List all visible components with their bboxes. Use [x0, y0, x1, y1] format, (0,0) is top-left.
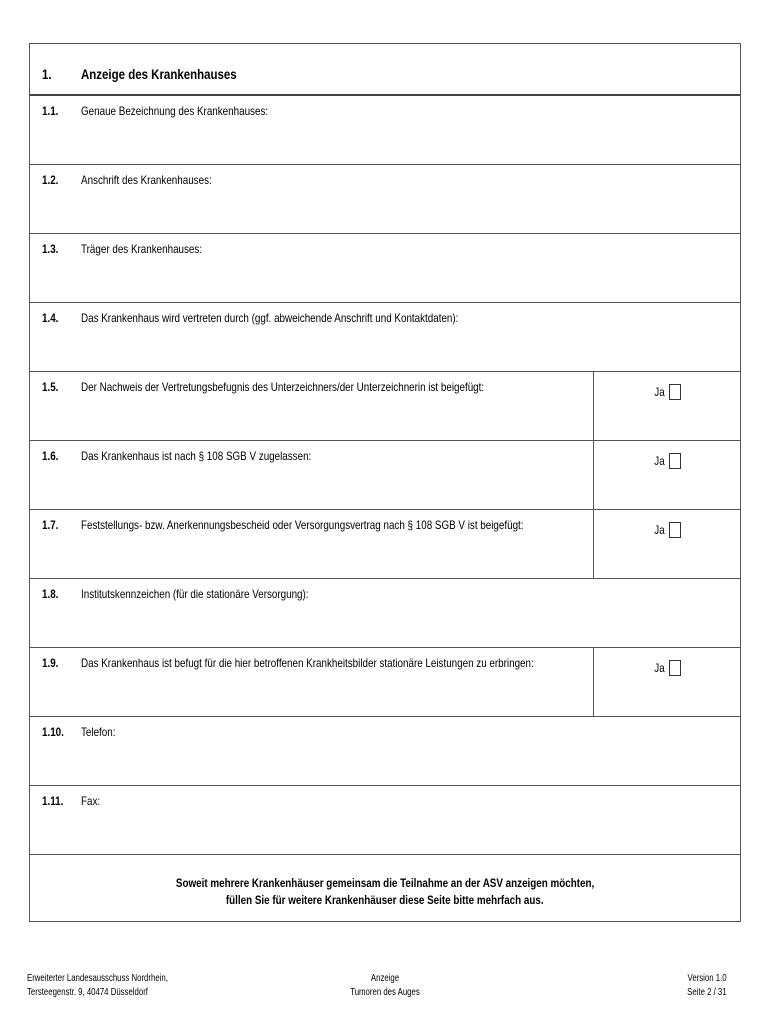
- form-row-1-3[interactable]: [30, 233, 740, 302]
- hospital-form: [29, 43, 741, 922]
- item-number: 1.4.: [42, 311, 59, 325]
- section-number: 1.: [42, 66, 52, 82]
- column-divider: [593, 441, 594, 509]
- ja-checkbox[interactable]: [669, 660, 681, 676]
- item-number: 1.9.: [42, 656, 59, 670]
- item-label: Genaue Bezeichnung des Krankenhauses:: [81, 104, 269, 118]
- note-row: [30, 854, 740, 921]
- ja-label: Ja: [654, 523, 665, 537]
- ja-checkbox[interactable]: [669, 453, 681, 469]
- item-label: Anschrift des Krankenhauses:: [81, 173, 212, 187]
- form-row-1-5: [30, 371, 740, 440]
- footer-org: Erweiterter Landesausschuss Nordrhein,: [27, 973, 168, 984]
- ja-checkbox[interactable]: [669, 384, 681, 400]
- ja-checkbox-group[interactable]: [652, 453, 681, 469]
- item-number: 1.7.: [42, 518, 59, 532]
- section-title: Anzeige des Krankenhauses: [81, 66, 237, 82]
- footer-address: Tersteegenstr. 9, 40474 Düsseldorf: [27, 987, 148, 998]
- form-row-1-2[interactable]: [30, 164, 740, 233]
- form-row-1-10[interactable]: [30, 716, 740, 785]
- ja-checkbox-group[interactable]: [652, 522, 681, 538]
- item-number: 1.6.: [42, 449, 59, 463]
- footer-center: [0, 972, 770, 1000]
- note-line-1: Soweit mehrere Krankenhäuser gemeinsam die Teilnahme an der ASV anzeigen möchten,: [175, 876, 595, 890]
- item-label: Das Krankenhaus ist befugt für die hier betroffenen Krankheitsbilder stationäre Leistungen zu erbringen:: [81, 656, 534, 670]
- footer-page-number: Seite 2 / 31: [687, 987, 727, 998]
- section-header: [30, 44, 740, 94]
- footer-doc-type: Anzeige: [370, 973, 400, 984]
- ja-label: Ja: [654, 385, 665, 399]
- item-number: 1.5.: [42, 380, 59, 394]
- item-number: 1.2.: [42, 173, 59, 187]
- item-label: Das Krankenhaus ist nach § 108 SGB V zugelassen:: [81, 449, 312, 463]
- item-number: 1.3.: [42, 242, 59, 256]
- column-divider: [593, 648, 594, 716]
- item-label: Das Krankenhaus wird vertreten durch (ggf. abweichende Anschrift und Kontaktdaten):: [81, 311, 459, 325]
- form-row-1-11[interactable]: [30, 785, 740, 854]
- column-divider: [593, 510, 594, 578]
- item-number: 1.1.: [42, 104, 59, 118]
- form-row-1-9: [30, 647, 740, 716]
- footer-doc-topic: Tumoren des Auges: [350, 987, 420, 998]
- form-row-1-1[interactable]: [30, 94, 740, 164]
- form-row-1-4[interactable]: [30, 302, 740, 371]
- item-number: 1.8.: [42, 587, 59, 601]
- note-line-2: füllen Sie für weitere Krankenhäuser diese Seite bitte mehrfach aus.: [226, 893, 544, 907]
- ja-checkbox-group[interactable]: [652, 660, 681, 676]
- item-label: Der Nachweis der Vertretungsbefugnis des Unterzeichners/der Unterzeichnerin ist beigefügt:: [81, 380, 485, 394]
- ja-checkbox-group[interactable]: [652, 384, 681, 400]
- footer-right: [676, 972, 727, 1000]
- column-divider: [593, 372, 594, 440]
- ja-label: Ja: [654, 454, 665, 468]
- form-row-1-8[interactable]: [30, 578, 740, 647]
- ja-checkbox[interactable]: [669, 522, 681, 538]
- form-row-1-7: [30, 509, 740, 578]
- form-row-1-6: [30, 440, 740, 509]
- item-number: 1.11.: [42, 794, 64, 808]
- item-label: Feststellungs- bzw. Anerkennungsbescheid oder Versorgungsvertrag nach § 108 SGB V ist beigefügt:: [81, 518, 524, 532]
- footer-version: Version 1.0: [687, 973, 727, 984]
- note-text: [30, 875, 740, 909]
- item-label: Telefon:: [81, 725, 116, 739]
- item-label: Institutskennzeichen (für die stationäre Versorgung):: [81, 587, 309, 601]
- item-label: Träger des Krankenhauses:: [81, 242, 203, 256]
- ja-label: Ja: [654, 661, 665, 675]
- item-label: Fax:: [81, 794, 101, 808]
- item-number: 1.10.: [42, 725, 64, 739]
